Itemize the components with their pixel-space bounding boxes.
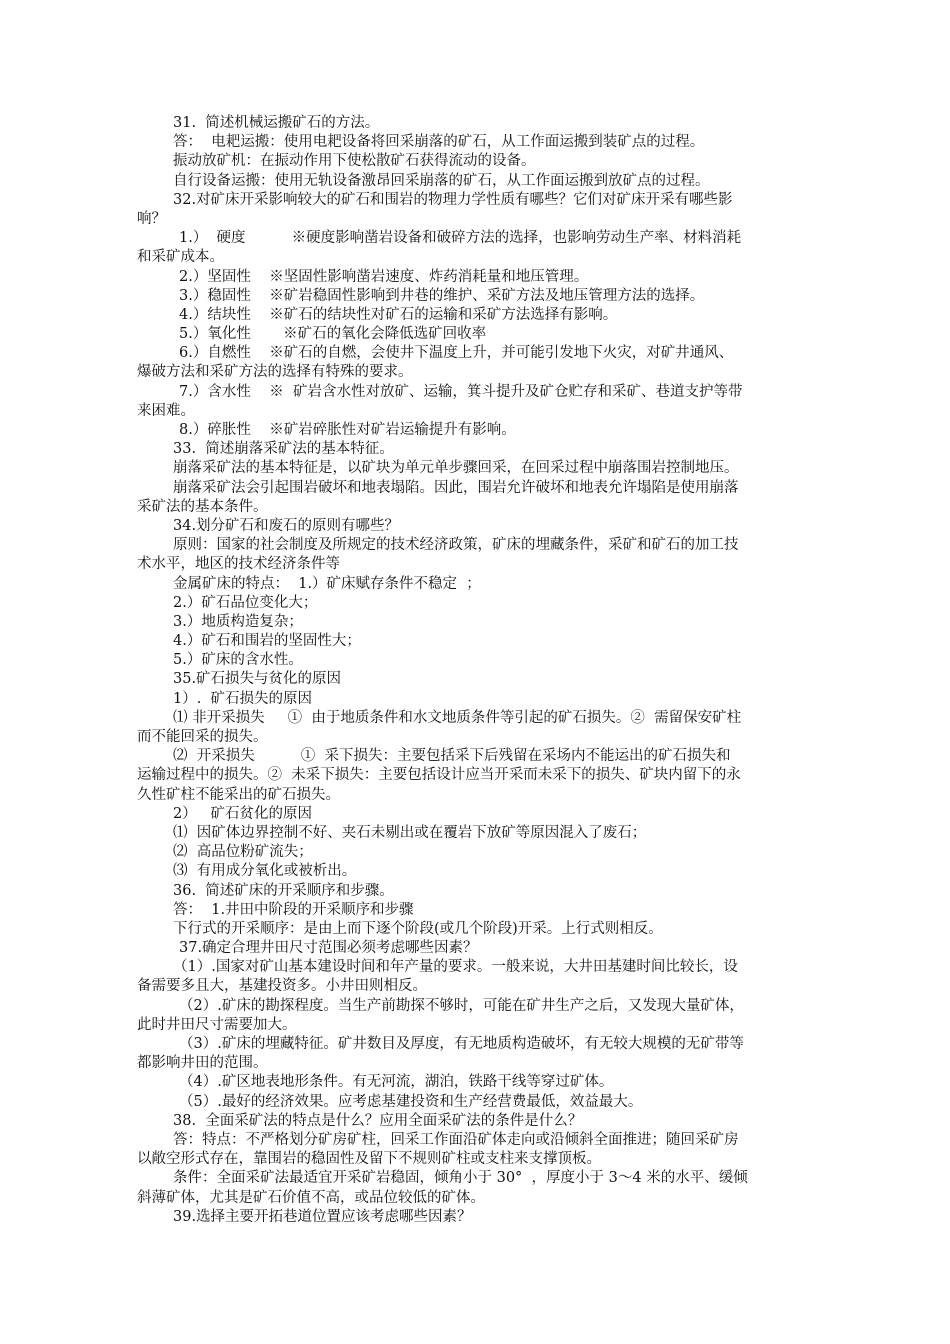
text-line: 采矿法的基本条件。 [137, 498, 268, 515]
text-line: 3.）稳固性 ※矿岩稳固性影响到井巷的维护、采矿方法及地压管理方法的选择。 [179, 287, 705, 304]
text-line: 答： 1.井田中阶段的开采顺序和步骤 [173, 901, 414, 918]
text-line: 而不能回采的损失。 [137, 729, 268, 745]
text-line: 金属矿床的特点： 1.）矿床赋存条件不稳定 ； [173, 575, 481, 592]
text-line: 响？ [137, 210, 166, 227]
text-line: 2.）矿石品位变化大； [173, 594, 318, 611]
text-line: 33. 简述崩落采矿法的基本特征。 [173, 441, 394, 458]
text-line: （1）.国家对矿山基本建设时间和年产量的要求。一般来说，大井田基建时间比较长，设 [173, 959, 738, 976]
text-line: 振动放矿机：在振动作用下使松散矿石获得流动的设备。 [173, 153, 536, 170]
text-line: 1.） 硬度 ※硬度影响凿岩设备和破碎方法的选择，也影响劳动生产率、材料消耗 [179, 230, 742, 247]
text-line: 下行式的开采顺序：是由上而下逐个阶段(或几个阶段)开采。上行式则相反。 [173, 920, 663, 937]
text-line: 36. 简述矿床的开采顺序和步骤。 [173, 882, 394, 899]
text-line: 斜薄矿体，尤其是矿石价值不高，或品位较低的矿体。 [137, 1189, 485, 1206]
text-line: 崩落采矿法的基本特征是，以矿块为单元单步骤回采，在回采过程中崩落围岩控制地压。 [173, 460, 739, 477]
text-line: 自行设备运搬：使用无轨设备激昂回采崩落的矿石，从工作面运搬到放矿点的过程。 [173, 172, 710, 189]
text-line: 来困难。 [137, 402, 195, 419]
text-line: 39.选择主要开拓巷道位置应该考虑哪些因素？ [173, 1208, 472, 1225]
text-line: 2） 矿石贫化的原因 [173, 805, 313, 822]
text-line: ⑴ 因矿体边界控制不好、夹石未剔出或在覆岩下放矿等原因混入了废石； [173, 824, 647, 841]
text-line: ⑴ 非开采损失 ① 由于地质条件和水文地质条件等引起的矿石损失。② 需留保安矿柱 [173, 709, 742, 726]
text-line: 原则：国家的社会制度及所规定的技术经济政策，矿床的埋藏条件，采矿和矿石的加工技 [173, 537, 739, 554]
text-line: （2）.矿床的勘探程度。当生产前勘探不够时，可能在矿井生产之后，又发现大量矿体， [179, 997, 744, 1014]
text-line: 1）. 矿石损失的原因 [173, 690, 313, 707]
text-line: 备需要多且大，基建投资多。小井田则相反。 [137, 978, 427, 995]
text-line: 答：特点：不严格划分矿房矿柱，回采工作面沿矿体走向或沿倾斜全面推进；随回采矿房 [173, 1131, 739, 1148]
document-page [137, 114, 837, 1227]
text-line: 34.划分矿石和废石的原则有哪些？ [173, 517, 400, 534]
text-line: 条件：全面采矿法最适宜开采矿岩稳固，倾角小于 30° ，厚度小于 3～4 米的水平、缓倾 [173, 1170, 748, 1187]
text-line: 以敞空形式存在，靠围岩的稳固性及留下不规则矿柱或支柱来支撑顶板。 [137, 1151, 601, 1168]
text-line: 爆破方法和采矿方法的选择有特殊的要求。 [137, 364, 413, 381]
text-line: 8.）碎胀性 ※矿岩碎胀性对矿岩运输提升有影响。 [179, 422, 516, 438]
text-line: 3.）地质构造复杂； [173, 613, 303, 630]
text-line: 久性矿柱不能采出的矿石损失。 [137, 786, 340, 803]
text-line: 答： 电耙运搬：使用电耙设备将回采崩落的矿石，从工作面运搬到装矿点的过程。 [173, 134, 705, 151]
text-line: 4.）结块性 ※矿石的结块性对矿石的运输和采矿方法选择有影响。 [179, 306, 618, 323]
text-line: 和采矿成本。 [137, 249, 224, 266]
text-line: 2.）坚固性 ※坚固性影响凿岩速度、炸药消耗量和地压管理。 [179, 268, 589, 285]
text-line: （4）.矿区地表地形条件。有无河流，湖泊，铁路干线等穿过矿体。 [179, 1074, 614, 1091]
text-line: 4.）矿石和围岩的坚固性大； [173, 633, 361, 650]
text-line: 崩落采矿法会引起围岩破坏和地表塌陷。因此，围岩允许破坏和地表允许塌陷是使用崩落 [173, 479, 739, 496]
text-line: 6.）自燃性 ※矿石的自燃，会使井下温度上升，并可能引发地下火灾，对矿井通风、 [179, 345, 734, 362]
text-line: 运输过程中的损失。② 未采下损失：主要包括设计应当开采而未采下的损失、矿块内留下的永 [137, 767, 741, 784]
text-line: （3）.矿床的埋藏特征。矿井数目及厚度，有无地质构造破坏，有无较大规模的无矿带等 [179, 1036, 744, 1052]
text-line: 38. 全面采矿法的特点是什么？应用全面采矿法的条件是什么？ [173, 1112, 583, 1129]
text-line: 37.确定合理井田尺寸范围必须考虑哪些因素？ [179, 940, 478, 957]
text-line: 7.）含水性 ※ 矿岩含水性对放矿、运输，箕斗提升及矿仓贮存和采矿、巷道支护等带 [179, 383, 743, 400]
text-line: 35.矿石损失与贫化的原因 [173, 671, 342, 688]
text-line: ⑶ 有用成分氧化或被析出。 [173, 863, 357, 880]
text-line: 都影响井田的范围。 [137, 1055, 268, 1072]
text-line: 5.）氧化性 ※矿石的氧化会降低选矿回收率 [179, 326, 487, 343]
text-line: 术水平，地区的技术经济条件等 [137, 556, 340, 573]
text-line: 此时井田尺寸需要加大。 [137, 1016, 297, 1033]
text-line: ⑵ 开采损失 ① 采下损失：主要包括采下后残留在采场内不能运出的矿石损失和 [173, 748, 731, 765]
text-line: 5.）矿床的含水性。 [173, 652, 303, 669]
text-line: 32.对矿床开采影响较大的矿石和围岩的物理力学性质有哪些？它们对矿床开采有哪些影 [173, 191, 733, 208]
text-line: 31. 简述机械运搬矿石的方法。 [173, 115, 380, 131]
text-line: ⑵ 高品位粉矿流失； [173, 844, 313, 861]
text-line: （5）.最好的经济效果。应考虑基建投资和生产经营费最低，效益最大。 [179, 1093, 643, 1110]
